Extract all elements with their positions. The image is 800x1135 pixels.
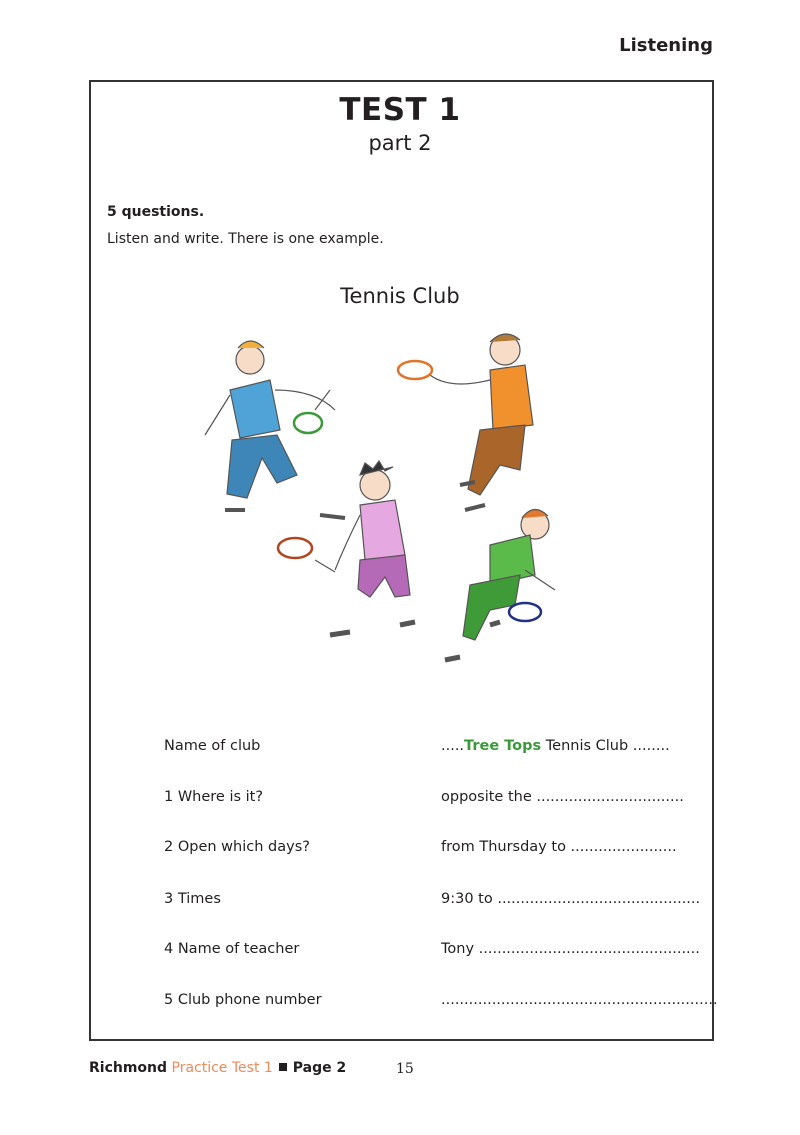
answer-dots: ..... <box>441 738 465 754</box>
answer-blank[interactable]: 9:30 to ............................................ <box>441 891 701 907</box>
row-label: Name of club <box>164 738 261 754</box>
instruction: Listen and write. There is one example. <box>107 231 384 247</box>
question-label: 1 Where is it? <box>164 789 264 805</box>
player-pink <box>278 461 415 635</box>
answer-blank[interactable]: opposite the ................................ <box>441 789 684 805</box>
player-orange <box>398 334 533 510</box>
test-part: part 2 <box>368 131 432 155</box>
answer-highlight: Tree Tops <box>464 738 542 754</box>
question-label: 4 Name of teacher <box>164 941 300 957</box>
footer-page-label: Page 2 <box>292 1060 347 1076</box>
answer-suffix: Tennis Club ........ <box>541 738 670 754</box>
footer <box>89 1060 346 1076</box>
answer-blank[interactable]: from Thursday to ....................... <box>441 839 677 855</box>
footer-series: Practice Test 1 <box>171 1060 273 1076</box>
question-label: 5 Club phone number <box>164 992 322 1008</box>
square-bullet-icon <box>279 1063 287 1071</box>
section-heading: Listening <box>619 35 713 56</box>
footer-brand: Richmond <box>89 1060 168 1076</box>
answer-blank[interactable]: ............................................................ <box>441 992 718 1008</box>
question-count: 5 questions. <box>107 204 205 220</box>
test-title: TEST 1 <box>339 92 461 128</box>
page-number: 15 <box>396 1061 414 1077</box>
picture-title: Tennis Club <box>340 284 460 308</box>
tennis-players-illustration <box>190 320 580 690</box>
player-green <box>445 509 555 660</box>
question-label: 2 Open which days? <box>164 839 310 855</box>
question-label: 3 Times <box>164 891 221 907</box>
answer-blank[interactable]: Tony ................................................ <box>441 941 700 957</box>
player-blue <box>205 341 345 518</box>
example-answer <box>441 738 670 754</box>
